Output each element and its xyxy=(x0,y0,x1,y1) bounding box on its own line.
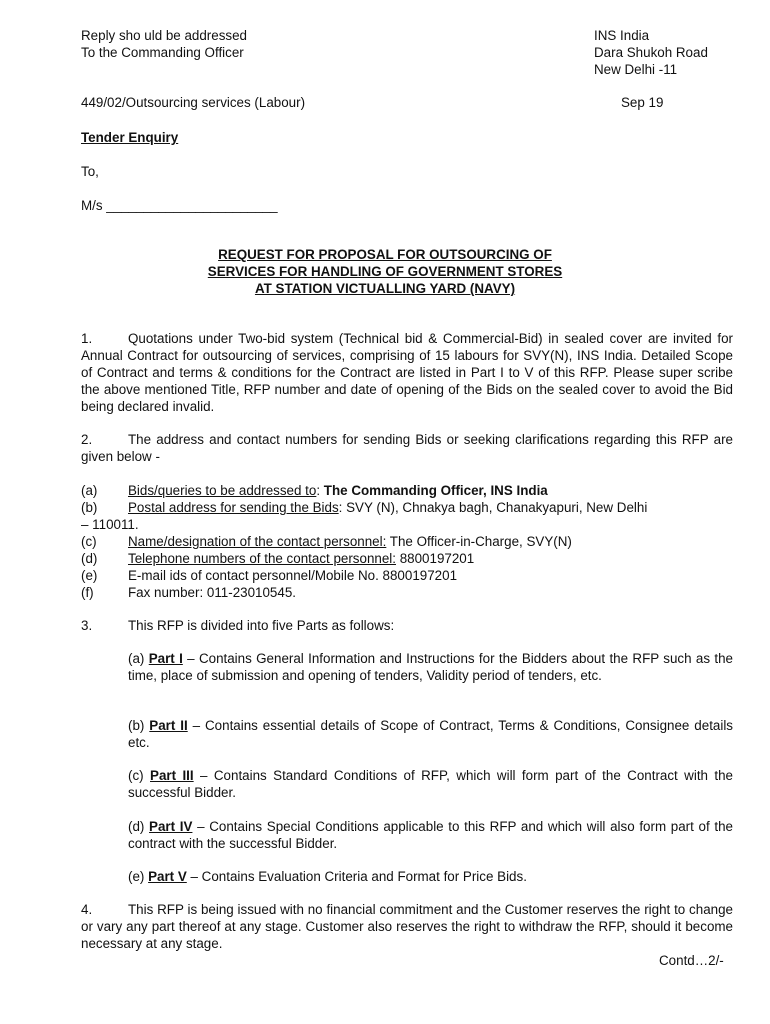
list-item: (a) Bids/queries to be addressed to: The Commanding Officer, INS India xyxy=(81,483,548,498)
part-ii-description: (b) Part II – Contains essential details of Scope of Contract, Terms & Conditions, Consignee details etc. xyxy=(128,718,734,750)
part-iii-description: (c) Part III – Contains Standard Conditions of RFP, which will form part of the Contract with the successful Bidder. xyxy=(128,768,733,800)
paragraph-1: 1. Quotations under Two-bid system (Technical bid & Commercial-Bid) in sealed cover are invited for Annual Contract for outsourcing of services, comprising of 15 labours for SVY(N), INS India. Detailed Scope of Contract and terms & conditions for the Contract are listed in Part I to V of this RFP. Please super scribe the above mentioned Title, RFP number and date of opening of the Bids on the sealed cover to avoid the Bid being declared invalid. xyxy=(81,331,733,414)
address-line-2: Dara Shukoh Road xyxy=(594,45,708,60)
part-v-description: (e) Part V – Contains Evaluation Criteria and Format for Price Bids. xyxy=(128,869,527,884)
list-item: (d) Telephone numbers of the contact personnel: 8800197201 xyxy=(81,551,475,566)
address-line-1: INS India xyxy=(594,28,650,43)
rfp-title-line-1: REQUEST FOR PROPOSAL FOR OUTSOURCING OF xyxy=(218,247,552,262)
paragraph-3: 3. This RFP is divided into five Parts as follows: xyxy=(81,618,395,633)
rfp-title-line-2: SERVICES FOR HANDLING OF GOVERNMENT STORES xyxy=(207,264,563,279)
to-line: To, xyxy=(81,164,99,179)
reference-number: 449/02/Outsourcing services (Labour) xyxy=(81,95,306,110)
list-item: (e) E-mail ids of contact personnel/Mobile No. 8800197201 xyxy=(81,568,458,583)
address-line-3: New Delhi -11 xyxy=(594,62,678,77)
continued-marker: Contd…2/- xyxy=(659,953,724,968)
paragraph-4: 4. This RFP is being issued with no financial commitment and the Customer reserves the right to change or vary any part thereof at any stage. Customer also reserves the right to withdraw the RFP, should it become necessary at any stage. xyxy=(81,902,733,951)
part-i-description: (a) Part I – Contains General Information and Instructions for the Bidders about the RFP such as the time, place of submission and opening of tenders, Validity period of tenders, etc. xyxy=(128,651,733,683)
reply-line-2: To the Commanding Officer xyxy=(81,45,244,60)
ms-line: M/s _______________________ xyxy=(81,198,278,213)
reply-line-1: Reply sho uld be addressed xyxy=(81,28,248,43)
list-item: (f) Fax number: 011-23010545. xyxy=(81,585,296,600)
date: Sep 19 xyxy=(621,95,664,110)
tender-enquiry-heading: Tender Enquiry xyxy=(81,130,179,145)
paragraph-2: 2. The address and contact numbers for sending Bids or seeking clarifications regarding this RFP are given below - xyxy=(81,432,733,464)
part-iv-description: (d) Part IV – Contains Special Conditions applicable to this RFP and which will also form part of the contract with the successful Bidder. xyxy=(128,819,733,851)
list-item: (b) Postal address for sending the Bids: SVY (N), Chnakya bagh, Chanakyapuri, New Delhi xyxy=(81,500,648,515)
list-item: (c) Name/designation of the contact personnel: The Officer-in-Charge, SVY(N) xyxy=(81,534,572,549)
list-item-continuation: – 110011. xyxy=(81,517,139,532)
rfp-title-line-3: AT STATION VICTUALLING YARD (NAVY) xyxy=(254,281,516,296)
